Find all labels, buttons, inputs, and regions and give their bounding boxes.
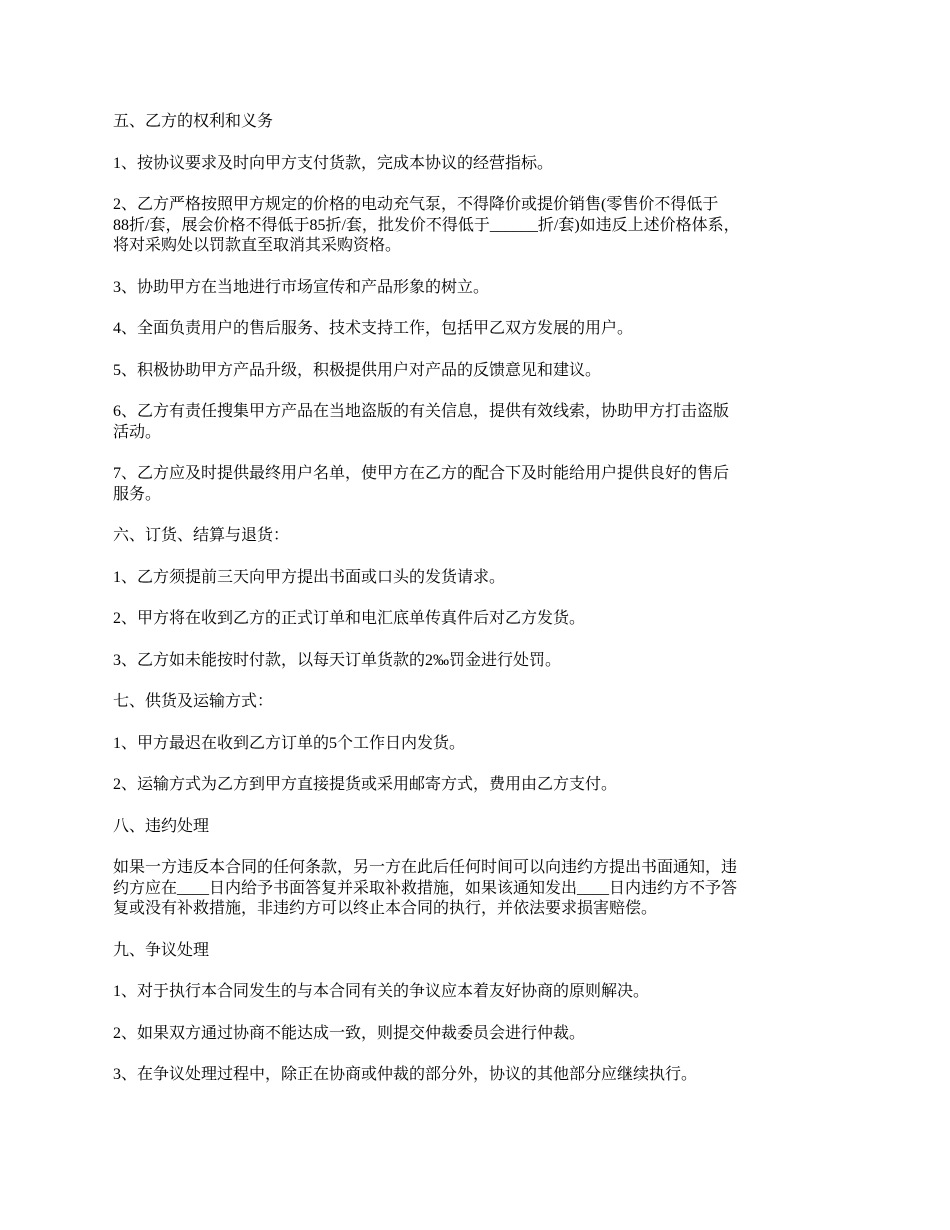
section-5-item-6-line-2: 活动。 <box>113 423 162 441</box>
section-9-item-1: 1、对于执行本合同发生的与本合同有关的争议应本着友好协商的原则解决。 <box>113 983 650 1000</box>
section-6-item-2: 2、甲方将在收到乙方的正式订单和电汇底单传真件后对乙方发货。 <box>113 610 586 627</box>
section-7-title: 七、供货及运输方式： <box>113 693 274 710</box>
section-8-body-line-1: 如果一方违反本合同的任何条款，另一方在此后任何时间可以向违约方提出书面通知，违 <box>113 859 738 876</box>
section-5-item-6-line-1: 6、乙方有责任搜集甲方产品在当地盗版的有关信息，提供有效线索，协助甲方打击盗版 <box>113 403 730 420</box>
section-9-item-2: 2、如果双方通过协商不能达成一致，则提交仲裁委员会进行仲裁。 <box>113 1024 586 1042</box>
section-5-item-2-line-2: 88折/套，展会价格不得低于85折/套，批发价不得低于______折/套)如违反上述价格体系， <box>113 216 740 234</box>
section-5-item-6 <box>113 402 843 443</box>
section-9-item-3: 3、在争议处理过程中，除正在协商或仲裁的部分外，协议的其他部分应继续执行。 <box>113 1066 698 1083</box>
section-7-item-2: 2、运输方式为乙方到甲方直接提货或采用邮寄方式，费用由乙方支付。 <box>113 776 618 793</box>
section-5-item-2 <box>113 195 843 257</box>
section-8-body-line-2: 约方应在____日内给予书面答复并采取补救措施，如果该通知发出____日内违约方不予答 <box>113 879 738 897</box>
section-5-item-1: 1、按协议要求及时向甲方支付货款，完成本协议的经营指标。 <box>113 154 554 172</box>
section-5-item-2-line-3: 将对采购处以罚款直至取消其采购资格。 <box>113 237 402 254</box>
section-6-item-1: 1、乙方须提前三天向甲方提出书面或口头的发货请求。 <box>113 568 506 586</box>
section-6-item-3: 3、乙方如未能按时付款，以每天订单货款的2‰罚金进行处罚。 <box>113 651 562 669</box>
section-9-title: 九、争议处理 <box>113 941 210 959</box>
section-5-item-3: 3、协助甲方在当地进行市场宣传和产品形象的树立。 <box>113 278 490 296</box>
section-8-body-line-3: 复或没有补救措施，非违约方可以终止本合同的执行，并依法要求损害赔偿。 <box>113 900 658 917</box>
section-5-item-7-line-2: 服务。 <box>113 485 162 503</box>
section-5-title: 五、乙方的权利和义务 <box>113 113 274 130</box>
document-page <box>113 112 843 1107</box>
section-6-title: 六、订货、结算与退货： <box>113 527 290 544</box>
section-7-item-1: 1、甲方最迟在收到乙方订单的5个工作日内发货。 <box>113 734 466 752</box>
section-8-body <box>113 858 843 920</box>
section-5-item-7-line-1: 7、乙方应及时提供最终用户名单，使甲方在乙方的配合下及时能给用户提供良好的售后 <box>113 465 730 482</box>
section-5-item-2-line-1: 2、乙方严格按照甲方规定的价格的电动充气泵，不得降价或提价销售(零售价不得低于 <box>113 196 719 213</box>
section-8-title: 八、违约处理 <box>113 817 210 835</box>
section-5-item-7 <box>113 464 843 505</box>
section-5-item-4: 4、全面负责用户的售后服务、技术支持工作，包括甲乙双方发展的用户。 <box>113 320 634 337</box>
section-5-item-5: 5、积极协助甲方产品升级，积极提供用户对产品的反馈意见和建议。 <box>113 361 602 379</box>
